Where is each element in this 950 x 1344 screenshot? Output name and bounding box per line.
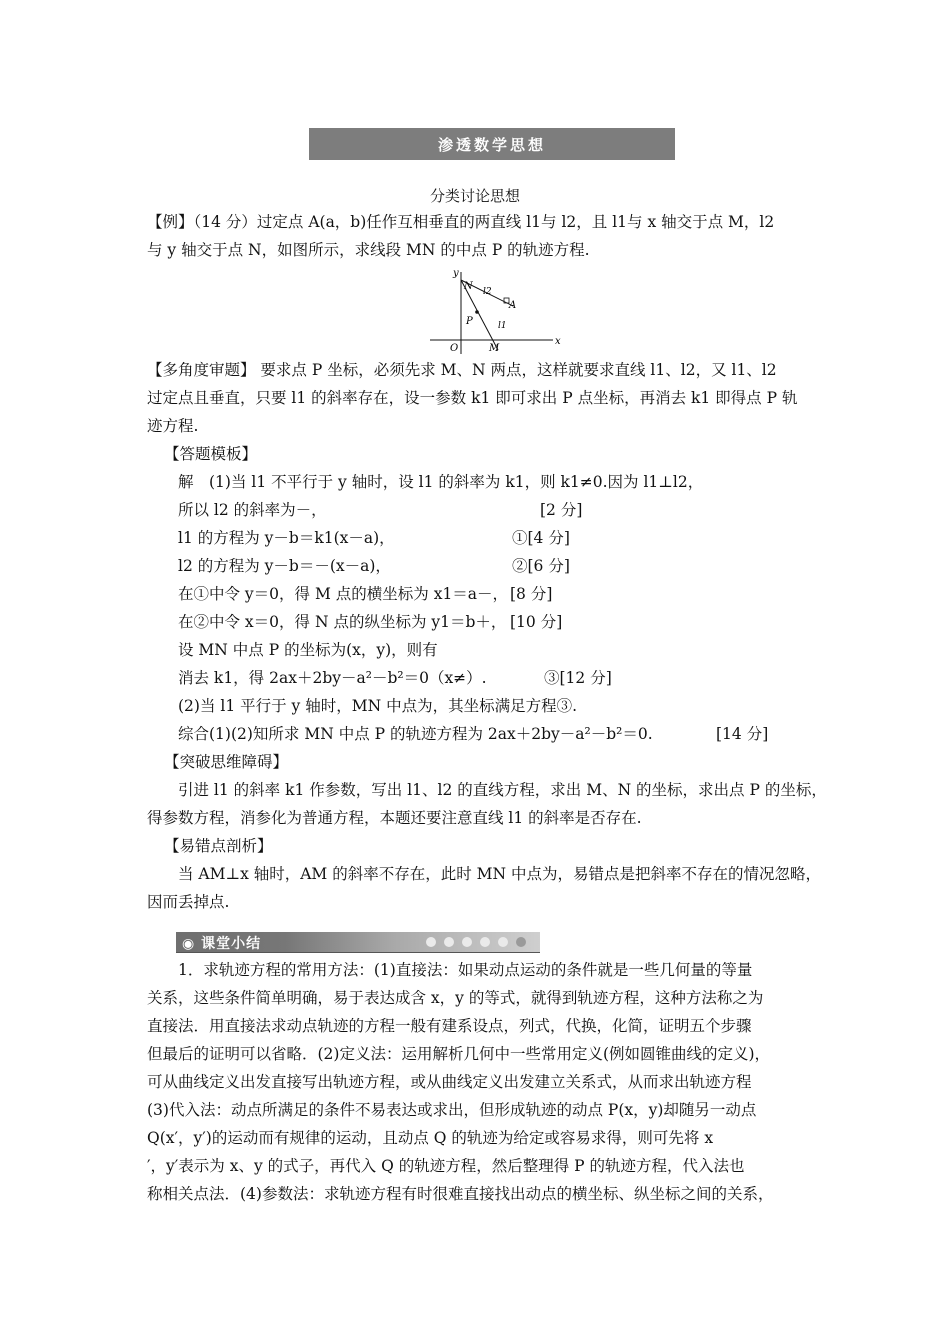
text-line: 1．求轨迹方程的常用方法：(1)直接法：如果动点运动的条件就是一些几何量的等量: [178, 961, 753, 979]
text-line: l2 的方程为 y－b＝－(x－a)，: [178, 557, 391, 575]
text-line: 消去 k1，得 2ax＋2by－a²－b²＝0（x≠）.: [178, 669, 487, 687]
label-x: x: [555, 336, 561, 347]
dot-decoration: [480, 937, 490, 947]
score-mark: [8 分]: [510, 585, 553, 603]
text-line: 称相关点法．(4)参数法：求轨迹方程有时很难直接找出动点的横坐标、纵坐标之间的关系，: [147, 1185, 774, 1203]
text-line: 【多角度审题】 要求点 P 坐标，必须先求 M、N 两点，这样就要求直线 l1、l2，又 l1、l2: [147, 361, 777, 379]
text-line: 引进 l1 的斜率 k1 作参数，写出 l1、l2 的直线方程，求出 M、N 的坐标，求出点 P 的坐标，: [178, 781, 827, 799]
dot-decoration: [426, 937, 436, 947]
text-line: 过定点且垂直，只要 l1 的斜率存在，设一参数 k1 即可求出 P 点坐标，再消去 k1 即得点 P 轨: [147, 389, 798, 407]
label-o: O: [450, 343, 459, 354]
coordinate-figure: [425, 266, 565, 358]
text-line: 可从曲线定义出发直接写出轨迹方程，或从曲线定义出发建立关系式，从而求出轨迹方程: [147, 1073, 752, 1091]
text-line: 关系，这些条件简单明确，易于表达成含 x，y 的等式，就得到轨迹方程，这种方法称之为: [147, 989, 764, 1007]
score-mark: ①[4 分]: [512, 529, 570, 547]
text-line: ′，y′表示为 x、y 的式子，再代入 Q 的轨迹方程，然后整理得 P 的轨迹方程，代入法也: [147, 1157, 745, 1175]
score-mark: ②[6 分]: [512, 557, 570, 575]
label-p: P: [466, 316, 473, 327]
text-line: 【突破思维障碍】: [164, 753, 289, 771]
text-line: 但最后的证明可以省略．(2)定义法：运用解析几何中一些常用定义(例如圆锥曲线的定义)，: [147, 1045, 771, 1063]
label-y: y: [453, 268, 459, 279]
text-line: 迹方程.: [147, 417, 199, 435]
text-line: Q(x′，y′)的运动而有规律的运动，且动点 Q 的轨迹为给定或容易求得，则可先将 x: [147, 1129, 714, 1147]
label-l1: l1: [498, 321, 507, 331]
summary-title: ◉ 课堂小结: [182, 936, 262, 952]
point-p: [475, 310, 479, 314]
text-line: 得参数方程，消参化为普通方程，本题还要注意直线 l1 的斜率是否存在.: [147, 809, 642, 827]
text-line: 在①中令 y＝0，得 M 点的横坐标为 x1＝a－，: [178, 585, 509, 603]
dot-decoration: [444, 937, 454, 947]
score-mark: [10 分]: [510, 613, 563, 631]
text-line: 【答题模板】: [164, 445, 258, 463]
label-l2: l2: [483, 287, 492, 297]
label-a: A: [509, 300, 517, 311]
text-line: 综合(1)(2)知所求 MN 中点 P 的轨迹方程为 2ax＋2by－a²－b²＝0.: [178, 725, 653, 743]
dot-decoration: [516, 937, 526, 947]
score-mark: ③[12 分]: [544, 669, 612, 687]
text-line: 所以 l2 的斜率为－，: [178, 501, 327, 519]
summary-banner: [176, 932, 540, 953]
text-line: 与 y 轴交于点 N，如图所示，求线段 MN 的中点 P 的轨迹方程.: [147, 241, 590, 259]
text-line: (2)当 l1 平行于 y 轴时，MN 中点为，其坐标满足方程③.: [178, 697, 578, 715]
dot-decoration: [498, 937, 508, 947]
text-line: 在②中令 x＝0，得 N 点的纵坐标为 y1＝b＋，: [178, 613, 507, 631]
text-line: 【例】（14 分）过定点 A(a，b)任作互相垂直的两直线 l1与 l2，且 l1与 x 轴交于点 M，l2: [147, 213, 775, 231]
text-line: 【易错点剖析】: [164, 837, 273, 855]
subtitle: 分类讨论思想: [429, 187, 520, 205]
dot-decoration: [462, 937, 472, 947]
score-mark: [14 分]: [716, 725, 769, 743]
label-m: M: [489, 343, 500, 354]
text-line: 设 MN 中点 P 的坐标为(x，y)，则有: [178, 641, 438, 659]
label-n: N: [464, 281, 473, 292]
score-mark: [2 分]: [540, 501, 583, 519]
text-line: l1 的方程为 y－b＝k1(x－a)，: [178, 529, 395, 547]
text-line: 当 AM⊥x 轴时，AM 的斜率不存在，此时 MN 中点为，易错点是把斜率不存在的情况忽略，: [178, 865, 822, 883]
text-line: (3)代入法：动点所满足的条件不易表达或求出，但形成轨迹的动点 P(x，y)却随另一动点: [147, 1101, 757, 1119]
section-title: 渗透数学思想: [437, 135, 546, 154]
text-line: 直接法．用直接法求动点轨迹的方程一般有建系设点，列式，代换，化简，证明五个步骤: [147, 1017, 752, 1035]
text-line: 因而丢掉点.: [147, 893, 230, 911]
text-line: 解 (1)当 l1 不平行于 y 轴时，设 l1 的斜率为 k1，则 k1≠0.因为 l1⊥l2，: [178, 473, 704, 491]
section-title-banner: [309, 128, 675, 160]
